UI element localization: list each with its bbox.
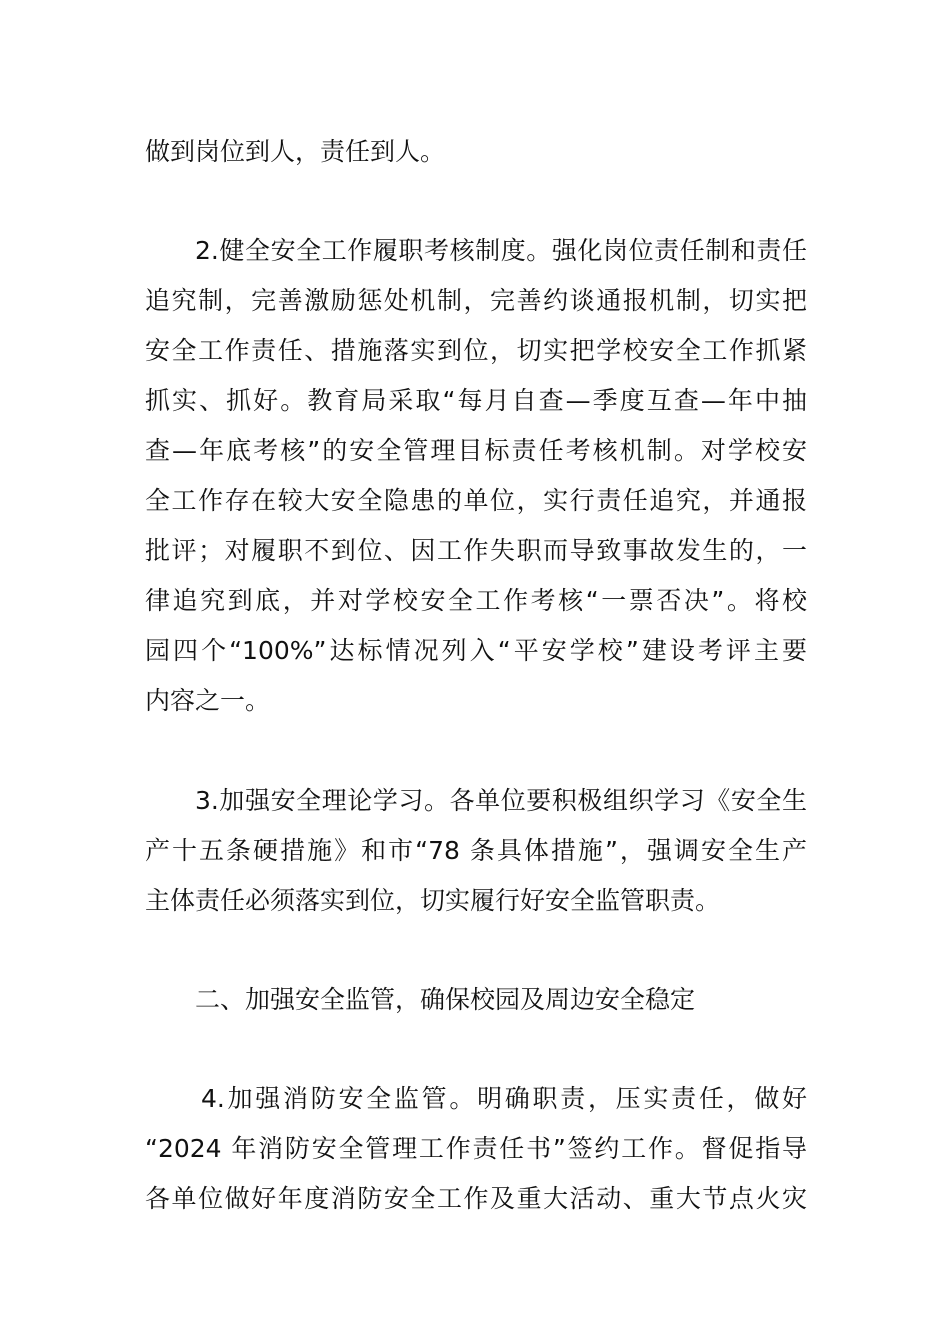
paragraph-3-line-1: 3.加强安全理论学习。各单位要积极组织学习《安全生: [195, 786, 807, 815]
paragraph-4-line-3: 各单位做好年度消防安全工作及重大活动、重大节点火灾: [145, 1184, 807, 1213]
paragraph-2-line-8: 律追究到底，并对学校安全工作考核“一票否决”。将校: [145, 586, 807, 615]
paragraph-3-line-3: 主体责任必须落实到位，切实履行好安全监管职责。: [145, 886, 721, 915]
paragraph-2-line-9: 园四个“100%”达标情况列入“平安学校”建设考评主要: [145, 636, 807, 665]
paragraph-4-line-1: 4.加强消防安全监管。明确职责，压实责任，做好: [201, 1084, 807, 1113]
text-line-1: 做到岗位到人，责任到人。: [145, 137, 446, 166]
paragraph-2-line-2: 追究制，完善激励惩处机制，完善约谈通报机制，切实把: [145, 286, 807, 315]
paragraph-2-line-3: 安全工作责任、措施落实到位，切实把学校安全工作抓紧: [145, 336, 807, 365]
paragraph-4-line-2: “2024 年消防安全管理工作责任书”签约工作。督促指导: [145, 1134, 807, 1163]
paragraph-2-line-7: 批评；对履职不到位、因工作失职而导致事故发生的，一: [145, 536, 807, 565]
paragraph-2-line-5: 查—年底考核”的安全管理目标责任考核机制。对学校安: [145, 436, 807, 465]
paragraph-2-line-1: 2.健全安全工作履职考核制度。强化岗位责任制和责任: [195, 236, 807, 265]
paragraph-3-line-2: 产十五条硬措施》和市“78 条具体措施”，强调安全生产: [145, 836, 807, 865]
section-heading: 二、加强安全监管，确保校园及周边安全稳定: [195, 985, 696, 1014]
paragraph-2-line-6: 全工作存在较大安全隐患的单位，实行责任追究，并通报: [145, 486, 807, 515]
paragraph-2-line-10: 内容之一。: [145, 686, 271, 715]
paragraph-2-line-4: 抓实、抓好。教育局采取“每月自查—季度互查—年中抽: [145, 386, 807, 415]
